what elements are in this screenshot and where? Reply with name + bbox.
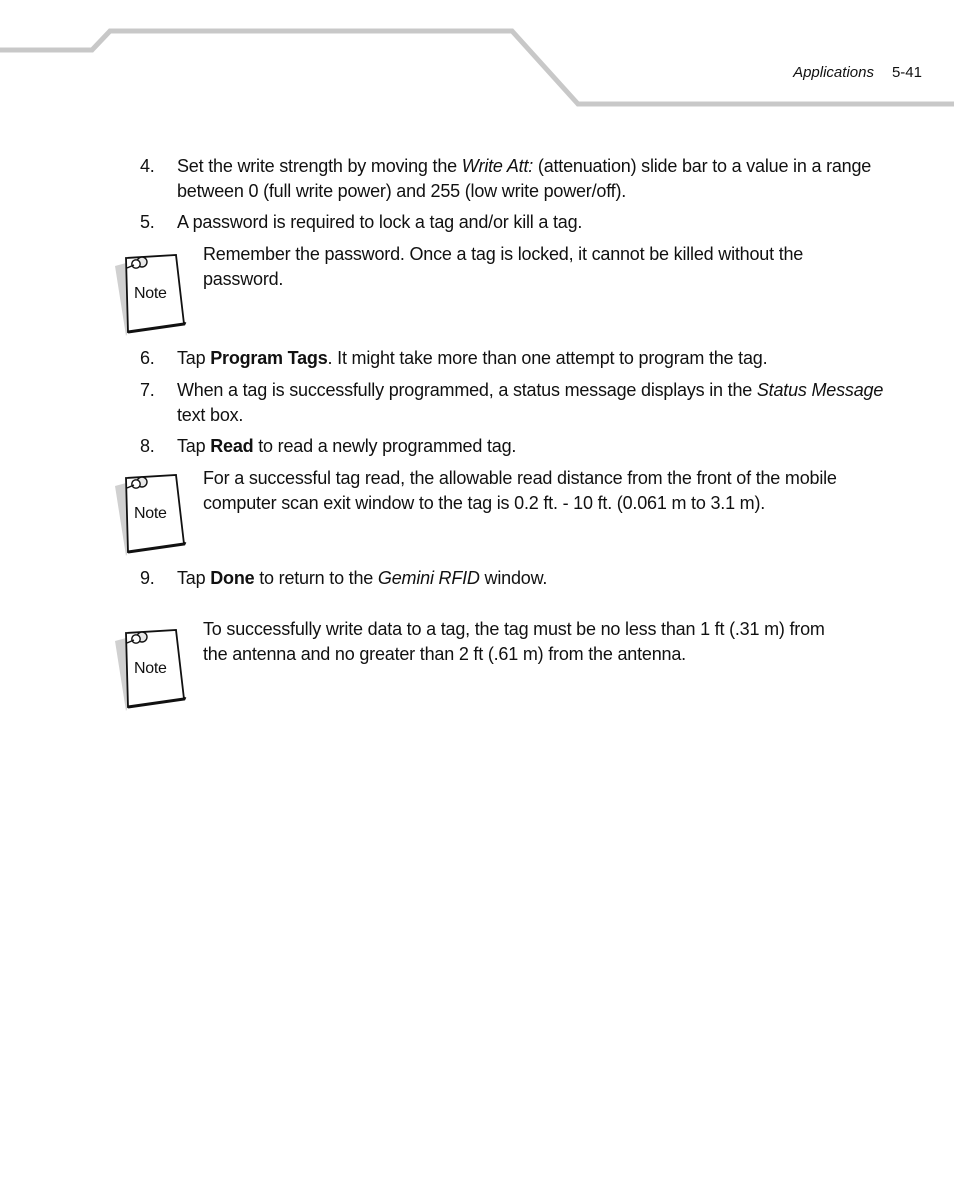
header-rule [0, 0, 954, 110]
ui-term: Gemini RFID [377, 568, 480, 588]
note-label: Note [134, 505, 167, 522]
text-run: to read a newly programmed tag. [253, 436, 517, 456]
note-text: Remember the password. Once a tag is locked, it cannot be killed without the password. [203, 244, 804, 289]
step-4 [140, 154, 890, 204]
note-label: Note [134, 660, 167, 677]
text-run: When a tag is successfully programmed, a status message displays in the [177, 380, 757, 400]
running-head-section: Applications [793, 64, 874, 81]
step-number: 6. [140, 348, 155, 368]
step-7 [140, 378, 890, 428]
text-run: to return to the [254, 568, 378, 588]
step-number: 4. [140, 156, 155, 176]
text-run: Set the write strength by moving the [177, 156, 462, 176]
text-run: Tap [177, 436, 211, 456]
step-6 [140, 346, 890, 371]
text-run: window. [479, 568, 548, 588]
note-text: For a successful tag read, the allowable read distance from the front of the mobile computer scan exit window to the tag is 0.2 ft. - 10 ft. (0.061 m to 3.1 m). [203, 468, 837, 513]
step-text [177, 434, 890, 459]
text-run: text box. [177, 405, 244, 425]
page-number: 5-41 [891, 64, 922, 81]
step-text [177, 378, 890, 428]
step-number: 8. [140, 436, 155, 456]
note-text: To successfully write data to a tag, the tag must be no less than 1 ft (.31 m) from the antenna and no greater than 2 ft (.61 m) from the antenna. [203, 619, 825, 664]
step-text [177, 566, 890, 591]
step-text: A password is required to lock a tag and/or kill a tag. [177, 212, 583, 232]
ui-term: Write Att: [461, 156, 534, 176]
running-head [793, 64, 922, 81]
ui-term: Program Tags [210, 348, 328, 368]
step-5 [140, 210, 890, 235]
step-number: 9. [140, 568, 155, 588]
ui-term: Status Message [756, 380, 884, 400]
ui-term: Done [210, 568, 255, 588]
step-text [177, 346, 890, 371]
step-text [177, 154, 890, 204]
ui-term: Read [210, 436, 254, 456]
step-number: 5. [140, 212, 155, 232]
text-run: . It might take more than one attempt to program the tag. [327, 348, 768, 368]
text-run: Tap [177, 568, 211, 588]
note-label: Note [134, 285, 167, 302]
step-9 [140, 566, 890, 591]
step-number: 7. [140, 380, 155, 400]
step-8 [140, 434, 890, 459]
text-run: Tap [177, 348, 211, 368]
text-run: (attenuation) slide bar to a value in a range between 0 (full write power) and 255 (low write power/off). [177, 156, 872, 201]
